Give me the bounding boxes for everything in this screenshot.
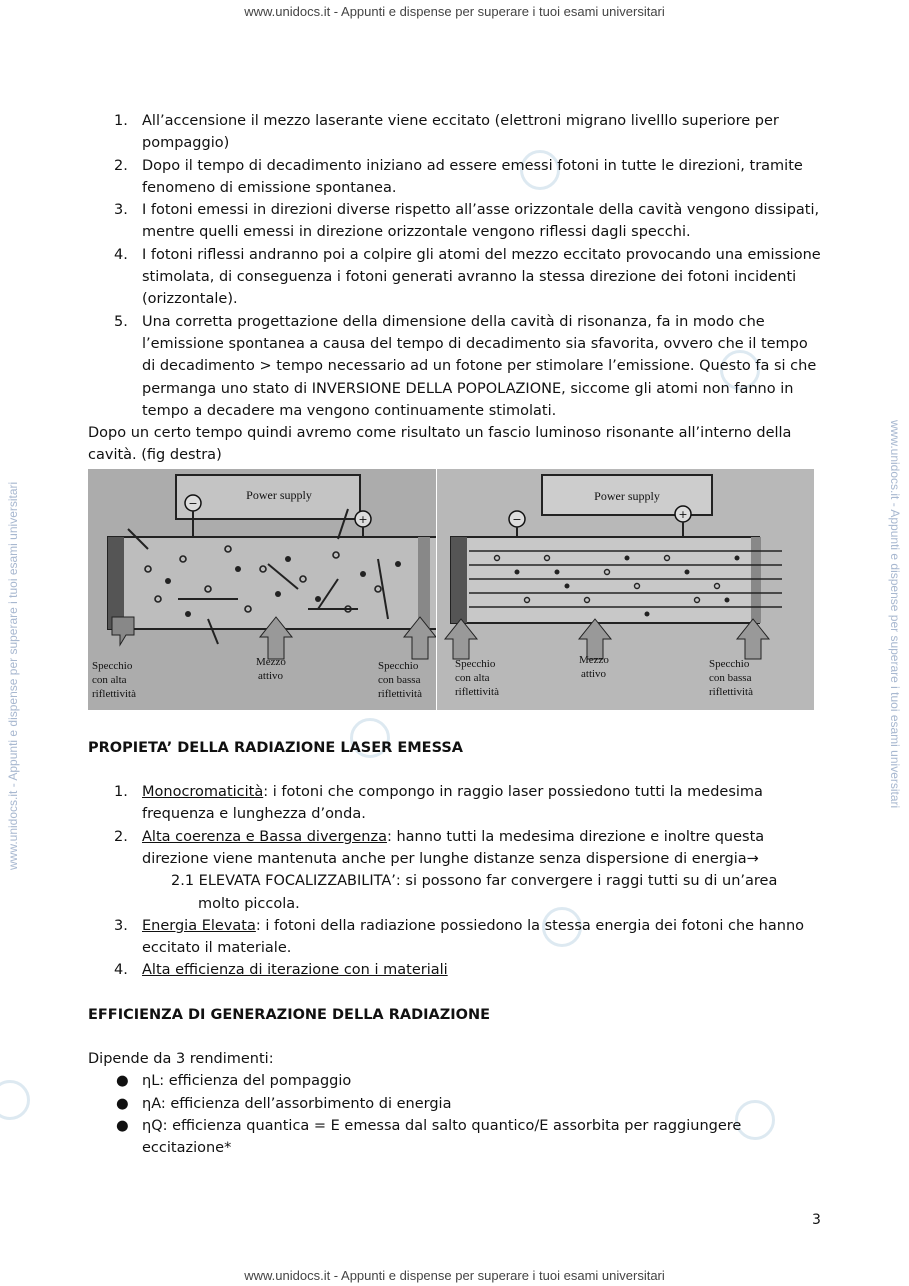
sub-list-item: 2.1 ELEVATA FOCALIZZABILITA’: si possono far convergere i raggi tutti su di un’area molto piccola. xyxy=(171,873,778,912)
list-item: 2. Dopo il tempo di decadimento iniziano ad essere emessi fotoni in tutte le direzioni, tramite fenomeno di emissione spontanea. xyxy=(114,157,803,196)
list-item: 4. I fotoni riflessi andranno poi a colpire gli atomi del mezzo eccitato provocando una emissione stimolata, di conseguenza i fotoni generati avranno la stessa direzione dei fotoni incidenti (orizzontale). xyxy=(114,246,821,308)
svg-text:con bassa: con bassa xyxy=(378,673,421,686)
svg-text:Power supply: Power supply xyxy=(594,488,660,503)
bullet-icon: ● xyxy=(116,1117,129,1134)
power-supply-label: Power supply xyxy=(246,487,312,502)
efficiency-list xyxy=(88,1070,824,1159)
page-number: 3 xyxy=(812,1212,821,1228)
svg-text:Specchio: Specchio xyxy=(455,657,496,670)
paragraph: Dipende da 3 rendimenti: xyxy=(88,1051,274,1068)
svg-text:−: − xyxy=(512,512,522,526)
svg-text:con alta: con alta xyxy=(92,673,127,686)
section-title: EFFICIENZA DI GENERAZIONE DELLA RADIAZIONE xyxy=(88,1006,491,1023)
list-item: 5. Una corretta progettazione della dimensione della cavità di risonanza, fa in modo che l’emissione spontanea a causa del tempo di decadimento sia sfavorita, ovvero che il tempo di decadimento > tempo necessario ad un fotone per stimolare l’emissione. Questo fa si che permanga uno stato di INVERSIONE DELLA POPOLAZIONE, siccome gli atomi non fanno in tempo a decadere ma vengono continuamente stimolati. xyxy=(114,313,817,419)
svg-text:Mezzo: Mezzo xyxy=(256,655,286,668)
svg-text:+: + xyxy=(678,507,688,521)
list-item: ● ηA: efficienza dell’assorbimento di energia xyxy=(88,1093,824,1115)
svg-text:Specchio: Specchio xyxy=(378,659,419,672)
svg-text:−: − xyxy=(188,496,198,510)
section-title: PROPIETA’ DELLA RADIAZIONE LASER EMESSA xyxy=(88,739,464,756)
side-watermark-right: www.unidocs.it - Appunti e dispense per superare i tuoi esami universitari xyxy=(888,420,902,809)
svg-text:con alta: con alta xyxy=(455,671,490,684)
footer-watermark: www.unidocs.it - Appunti e dispense per superare i tuoi esami universitari xyxy=(244,1268,665,1283)
svg-text:+: + xyxy=(358,512,368,526)
list-item: 3. Energia Elevata: i fotoni della radiazione possiedono la stessa energia dei fotoni che hanno eccitato il materiale. xyxy=(114,917,804,957)
svg-text:Specchio: Specchio xyxy=(92,659,133,672)
page-content xyxy=(88,110,824,1160)
svg-text:attivo: attivo xyxy=(581,667,607,680)
list-item: ● ηL: efficienza del pompaggio xyxy=(88,1070,824,1092)
list-item: ● ηQ: efficienza quantica = E emessa dal salto quantico/E assorbita per raggiungere eccitazione* xyxy=(88,1115,824,1160)
svg-text:riflettività: riflettività xyxy=(378,687,422,700)
laser-figures xyxy=(88,469,814,710)
bullet-icon: ● xyxy=(116,1095,129,1112)
svg-text:Mezzo: Mezzo xyxy=(579,653,609,666)
header-watermark: www.unidocs.it - Appunti e dispense per superare i tuoi esami universitari xyxy=(244,4,665,19)
svg-text:riflettività: riflettività xyxy=(709,685,753,698)
watermark-logo-icon xyxy=(0,1080,30,1120)
side-watermark-left: www.unidocs.it - Appunti e dispense per superare i tuoi esami universitari xyxy=(6,481,20,870)
list-item: 1. Monocromaticità: i fotoni che compongo in raggio laser possiedono tutti la medesima frequenza e lunghezza d’onda. xyxy=(114,784,763,823)
list-item: 3. I fotoni emessi in direzioni diverse rispetto all’asse orizzontale della cavità vengono dissipati, mentre quelli emessi in direzione orizzontale vengono riflessi dagli specchi. xyxy=(114,202,820,241)
svg-text:riflettività: riflettività xyxy=(92,687,136,700)
list-item: 1. All’accensione il mezzo laserante viene eccitato (elettroni migrano livelllo superiore per pompaggio) xyxy=(114,113,779,152)
paragraph: Dopo un certo tempo quindi avremo come risultato un fascio luminoso risonante all’interno della cavità. (fig destra) xyxy=(88,425,792,464)
figure-resonant-beam xyxy=(437,469,814,710)
svg-text:con bassa: con bassa xyxy=(709,671,752,684)
properties-list xyxy=(88,781,824,982)
svg-text:Specchio: Specchio xyxy=(709,657,750,670)
list-item: 2. Alta coerenza e Bassa divergenza: hanno tutti la medesima direzione e inoltre questa direzione viene mantenuta anche per lunghe distanze senza dispersione di energia→ xyxy=(114,828,765,867)
steps-list xyxy=(88,110,824,422)
list-item: 4. Alta efficienza di iterazione con i materiali xyxy=(114,962,448,979)
figure-spontaneous-emission xyxy=(88,469,436,710)
svg-text:attivo: attivo xyxy=(258,669,284,682)
bullet-icon: ● xyxy=(116,1073,129,1090)
svg-text:riflettività: riflettività xyxy=(455,685,499,698)
